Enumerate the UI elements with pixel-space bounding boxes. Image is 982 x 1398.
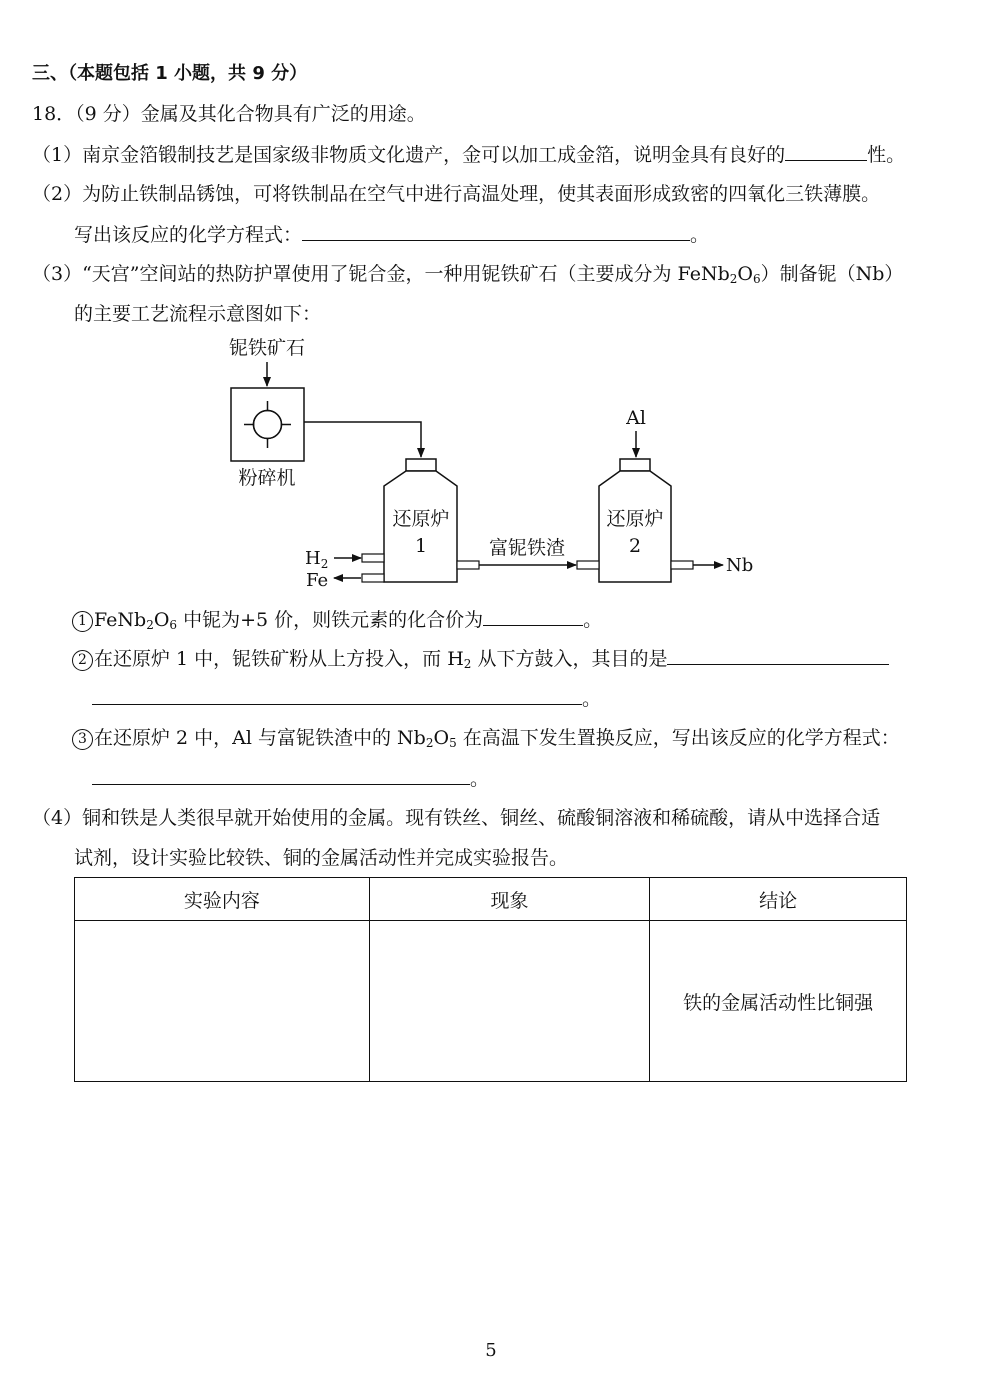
sub-q1-sub-2: 2 — [146, 618, 154, 632]
sub-q3-period: 。 — [470, 768, 490, 790]
sub-q3-text-a: 在还原炉 2 中，Al 与富铌铁渣中的 Nb — [94, 727, 426, 749]
sub-question-2-line-2 — [92, 686, 601, 711]
part-1-prompt: （1）南京金箔锻制技艺是国家级非物质文化遗产，金可以加工成金箔，说明金具有良好的 — [32, 144, 786, 166]
circled-number-1: 1 — [72, 611, 93, 632]
part-3-end: ）制备铌（Nb） — [760, 263, 904, 285]
header-phenomenon: 现象 — [369, 878, 650, 921]
part-2-prompt: 写出该反应的化学方程式： — [74, 224, 303, 246]
ore-label: 铌铁矿石 — [228, 337, 306, 359]
crusher — [231, 388, 304, 461]
crusher-label: 粉碎机 — [238, 467, 296, 489]
sub-q1-text: 中铌为+5 价，则铁元素的化合价为 — [177, 609, 484, 631]
sub-q3-sub-2: 2 — [425, 736, 434, 750]
answer-blank-2[interactable] — [302, 222, 690, 241]
furnace-2-number: 2 — [628, 535, 642, 557]
experiment-report-table — [74, 877, 907, 1082]
page-number: 5 — [485, 1340, 497, 1361]
part-2-equation-line — [74, 222, 709, 247]
part-1-suffix: 性。 — [867, 144, 906, 166]
sub-question-3 — [72, 726, 900, 750]
answer-blank-3-2a[interactable] — [667, 646, 889, 665]
part-2-period: 。 — [690, 224, 710, 246]
cell-phenomenon[interactable] — [369, 921, 650, 1082]
sub-q3-sub-5: 5 — [449, 736, 457, 750]
sub-q2-text-b: 从下方鼓入，其目的是 — [471, 648, 668, 670]
sub-q1-o: O — [153, 609, 170, 631]
crusher-to-furnace1-arrow — [304, 422, 421, 457]
answer-blank-1[interactable] — [785, 142, 867, 161]
sub-q1-sub-6: 6 — [169, 618, 178, 632]
cell-experiment-content[interactable] — [75, 921, 370, 1082]
process-flow-diagram — [0, 330, 982, 598]
furnace-1-label: 还原炉 — [392, 508, 450, 530]
header-conclusion: 结论 — [650, 878, 907, 921]
part-4-text: （4）铜和铁是人类很早就开始使用的金属。现有铁丝、铜丝、硫酸铜溶液和稀硫酸，请从中选择合适 — [32, 807, 881, 829]
answer-blank-3-3[interactable] — [92, 766, 470, 785]
sub-q3-o: O — [433, 727, 450, 749]
slag-label: 富铌铁渣 — [488, 537, 566, 559]
table-header-row — [75, 878, 907, 921]
table-row — [75, 921, 907, 1082]
sub-q1-period: 。 — [583, 609, 603, 631]
question-18-stem: 18．（9 分）金属及其化合物具有广泛的用途。 — [32, 103, 426, 125]
section-header: 三、（本题包括 1 小题，共 9 分） — [32, 63, 308, 84]
cell-conclusion: 铁的金属活动性比铜强 — [650, 921, 907, 1082]
furnace-2-label: 还原炉 — [606, 508, 664, 530]
circled-number-2: 2 — [72, 650, 93, 671]
sub-q3-text-c: 在高温下发生置换反应，写出该反应的化学方程式： — [456, 727, 900, 749]
h2-input-label: $H_2$ — [305, 548, 329, 571]
part-3-text — [32, 262, 903, 286]
sub-question-1 — [72, 607, 602, 632]
part-4-line-2: 试剂，设计实验比较铁、铜的金属活动性并完成实验报告。 — [74, 847, 569, 869]
nb-output-label: Nb — [726, 555, 754, 576]
furnace-1-number: 1 — [414, 535, 428, 557]
header-experiment-content: 实验内容 — [75, 878, 370, 921]
sub-question-2 — [72, 646, 889, 671]
sub-q1-formula: FeNb — [94, 609, 147, 631]
sub-q2-text-a: 在还原炉 1 中，铌铁矿粉从上方投入，而 H — [94, 648, 464, 670]
fe-output-label: Fe — [306, 570, 329, 591]
sub-q2-sub: 2 — [463, 657, 472, 671]
answer-blank-3-2b[interactable] — [92, 686, 582, 705]
part-1-text — [32, 142, 905, 167]
part-3-sub-2: 2 — [729, 272, 738, 286]
part-3-sub-6: 6 — [752, 272, 761, 286]
answer-blank-3-1[interactable] — [483, 607, 583, 626]
part-3-prompt: （3）“天宫”空间站的热防护罩使用了铌合金，一种用铌铁矿石（主要成分为 FeNb — [32, 263, 730, 285]
sub-q2-period: 。 — [582, 688, 602, 710]
part-3-o: O — [737, 263, 753, 285]
sub-question-3-line-2 — [92, 766, 489, 791]
part-3-line-2: 的主要工艺流程示意图如下： — [74, 303, 322, 325]
part-2-text: （2）为防止铁制品锈蚀，可将铁制品在空气中进行高温处理，使其表面形成致密的四氧化三铁薄膜。 — [32, 183, 881, 205]
circled-number-3: 3 — [72, 729, 93, 750]
al-label: Al — [626, 407, 646, 429]
